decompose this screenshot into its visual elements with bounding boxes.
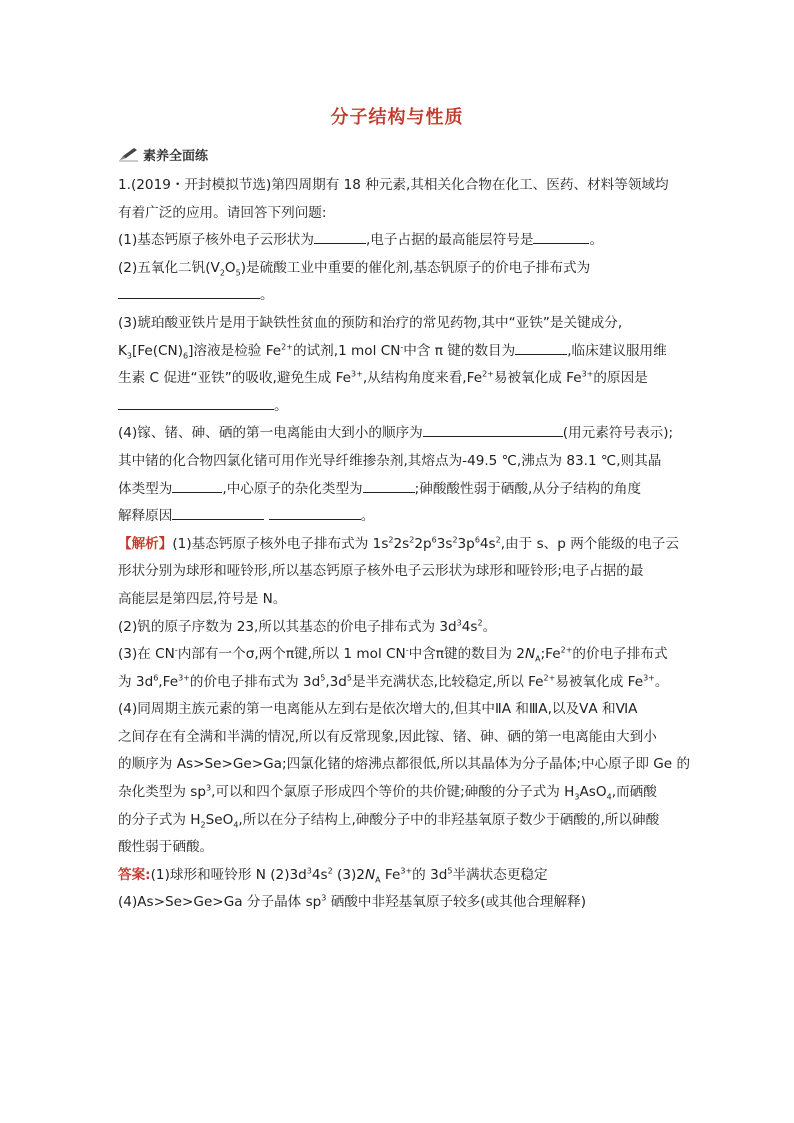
analysis-line-2: 形状分别为球形和哑铃形,所以基态钙原子核外电子云形状为球形和哑铃形;电子占据的最 xyxy=(118,563,644,580)
analysis-line-6: 为 $3d^6,Fe^{3+}$的价电子排布式为 $3d^5,3d^5$是半充满状态,比较稳定,所以 $Fe^{2+}$易被氧化成 $Fe^{3+}$。 xyxy=(118,673,669,690)
answer-tag: 答案: xyxy=(118,866,151,883)
answer-blank xyxy=(515,340,567,355)
q1-part-4-line-2: 其中锗的化合物四氯化锗可用作光导纤维掺杂剂,其熔点为-49.5 ℃,沸点为 83.1 ℃,则其晶 xyxy=(118,452,662,469)
pencil-icon xyxy=(118,146,140,162)
q1-line-1: 1.(2019・开封模拟节选)第四周期有 18 种元素,其相关化合物在化工、医药、材料等领域均 xyxy=(118,177,669,193)
answer-blank xyxy=(363,478,415,493)
answer-blank xyxy=(172,505,264,520)
q1-part-2: (2)五氧化二钒$(V_2O_5)$是硫酸工业中重要的催化剂,基态钒原子的价电子排布式为 xyxy=(118,259,591,278)
page-title: 分子结构与性质 xyxy=(330,107,464,128)
q1-part-3-line-2: $K_3[Fe(CN)_6]$溶液是检验 $Fe^{2+}$的试剂,1 mol CN-中含 π 键的数目为 ,临床建议服用维 xyxy=(118,338,680,366)
section-header xyxy=(118,143,208,165)
q1-line-2: 有着广泛的应用。请回答下列问题: xyxy=(118,204,327,221)
analysis-line-11: 的分子式为 $H_2SeO_4$,所以在分子结构上,砷酸分子中的非羟基氧原子数少于硒酸的,所以砷酸 xyxy=(118,811,660,830)
q1-part-4-line-4: 解释原因 。 xyxy=(118,503,680,531)
analysis-tag: 【解析】 xyxy=(118,535,173,552)
analysis-line-7: (4)同周期主族元素的第一电离能从左到右是依次增大的,但其中ⅡA 和ⅢA,以及ⅤA 和ⅥA xyxy=(118,701,638,718)
analysis-line-3: 高能层是第四层,符号是 N。 xyxy=(118,590,287,607)
q1-part-3-line-3: 生素 C 促进“亚铁”的吸收,避免生成 $Fe^{3+}$,从结构角度来看$,Fe^{2+}$易被氧化成 $Fe^{3+}$的原因是 xyxy=(118,369,648,387)
answer-blank xyxy=(118,284,260,299)
answer-line-2: (4)As>Se>Ge>Ga 分子晶体 $sp^3$ 硒酸中非羟基氧原子较多(或其他合理解释) xyxy=(118,893,587,911)
answer-blank xyxy=(533,229,589,244)
analysis-line-4: (2)钒的原子序数为 23,所以其基态的价电子排布式为 $3d^34s^2$。 xyxy=(118,617,497,635)
q1-part-4-line-1: (4)镓、锗、砷、硒的第一电离能由大到小的顺序为 (用元素符号表示); xyxy=(118,420,680,448)
q1-part-4-line-3: 体类型为 ,中心原子的杂化类型为 ;砷酸酸性弱于硒酸,从分子结构的角度 xyxy=(118,476,680,504)
question-content xyxy=(118,172,691,917)
answer-line-1: 答案:(1)球形和哑铃形 N $(2)3d^34s^2$ $(3)2N_A$ $Fe^{3+}$的 $3d^5$半满状态更稳定 xyxy=(118,866,548,885)
answer-blank xyxy=(118,395,274,410)
analysis-line-5: (3)在 CN-内部有一个σ,两个π键,所以 1 mol CN-中含π键的数目为 $2N_A;Fe^{2+}$的价电子排布式 xyxy=(118,645,668,664)
answer-blank xyxy=(314,229,366,244)
answer-blank xyxy=(423,422,563,437)
answer-blank xyxy=(172,478,222,493)
answer-blank xyxy=(269,505,361,520)
analysis-line-9: 的顺序为 As>Se>Ge>Ga;四氯化锗的熔沸点都很低,所以其晶体为分子晶体;中心原子即 Ge 的 xyxy=(118,756,691,773)
analysis-line-8: 之间存在有全满和半满的情况,所以有反常现象,因此镓、锗、砷、硒的第一电离能由大到小 xyxy=(118,728,657,745)
q1-part-2-blank-line: 。 xyxy=(118,282,680,310)
section-label: 素养全面练 xyxy=(143,148,209,164)
q1-part-3-line-1: (3)琥珀酸亚铁片是用于缺铁性贫血的预防和治疗的常见药物,其中“亚铁”是关键成分, xyxy=(118,314,623,331)
analysis-line-10: 杂化类型为 $sp^3$,可以和四个氯原子形成四个等价的共价键;砷酸的分子式为 $H_3AsO_4$,而硒酸 xyxy=(118,783,657,802)
analysis-line-1: 【解析】(1)基态钙原子核外电子排布式为 $1s^22s^22p^63s^23p^64s^2$,由于 s、p 两个能级的电子云 xyxy=(118,535,679,552)
q1-part-1: (1)基态钙原子核外电子云形状为 ,电子占据的最高能层符号是 。 xyxy=(118,227,680,255)
q1-part-3-line-4: 。 xyxy=(118,393,680,421)
analysis-line-12: 酸性弱于硒酸。 xyxy=(118,839,214,856)
